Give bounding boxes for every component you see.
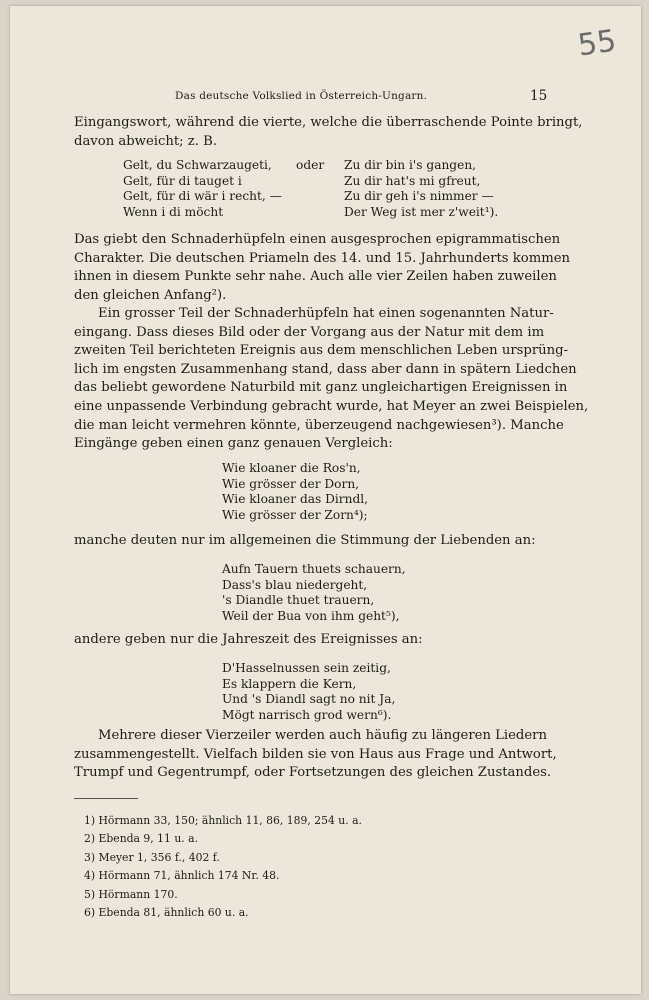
verse-line: Aufn Tauern thuets schauern, xyxy=(222,562,406,576)
verse-3 xyxy=(222,562,406,624)
footnote: 3) Meyer 1, 356 f., 402 f. xyxy=(84,850,220,864)
verse-line: Zu dir geh i's nimmer — xyxy=(344,189,494,203)
paragraph-5: andere geben nur die Jahreszeit des Ereignisses an: xyxy=(74,632,423,647)
page-number: 15 xyxy=(530,88,548,104)
verse-line: Gelt, du Schwarzaugeti, xyxy=(123,158,272,172)
footnote: 4) Hörmann 71, ähnlich 174 Nr. 48. xyxy=(84,869,280,883)
verse-4 xyxy=(222,661,395,723)
paragraph-6: Mehrere dieser Vierzeiler werden auch häufig zu längeren Liedern zusammengestellt. Vielfach bilden sie von Haus aus Frage und Antwort, Trumpf und Gegentrumpf, oder Fortsetzungen des gleichen Zustandes. xyxy=(74,728,557,781)
verse-line: Wie kloaner das Dirndl, xyxy=(222,492,369,506)
margin-pencil-mark: 55 xyxy=(575,23,619,64)
verse-line: Zu dir hat's mi gfreut, xyxy=(344,173,481,188)
verse-line: Und 's Diandl sagt no nit Ja, xyxy=(222,692,396,706)
verse-line: Es klappern die Kern, xyxy=(222,676,357,691)
verse-right xyxy=(344,158,498,220)
verse-separator: oder xyxy=(296,158,325,172)
running-header-title: Das deutsche Volkslied in Österreich-Ungarn. xyxy=(175,90,428,102)
verse-line: 's Diandle thuet trauern, xyxy=(222,593,375,607)
verse-line: Zu dir bin i's gangen, xyxy=(344,158,477,172)
verse-line: Weil der Bua von ihm geht⁵), xyxy=(222,608,400,623)
footnote: 1) Hörmann 33, 150; ähnlich 11, 86, 189, 254 u. a. xyxy=(84,814,362,827)
footnote: 2) Ebenda 9, 11 u. a. xyxy=(84,832,199,846)
verse-left xyxy=(123,158,282,220)
verse-line: D'Hasselnussen sein zeitig, xyxy=(222,661,391,675)
verse-line: Gelt, für di wär i recht, — xyxy=(123,189,282,203)
verse-line: Dass's blau niedergeht, xyxy=(222,577,368,592)
verse-line: Wie kloaner die Ros'n, xyxy=(222,461,361,475)
footnotes xyxy=(84,812,362,922)
paragraph-4: manche deuten nur im allgemeinen die Stimmung der Liebenden an: xyxy=(74,533,536,548)
verse-line: Der Weg ist mer z'weit¹). xyxy=(344,204,499,219)
footnote: 5) Hörmann 170. xyxy=(84,887,178,901)
verse-line: Wie grösser der Dorn, xyxy=(222,476,360,491)
footnote: 6) Ebenda 81, ähnlich 60 u. a. xyxy=(84,906,249,920)
paragraph-3: Ein grosser Teil der Schnaderhüpfeln hat einen sogenannten Natur- eingang. Dass dieses Bild oder der Vorgang aus der Natur mit dem im zweiten Teil berichteten Ereignis aus dem menschlichen Leben ursprüng- lich im engsten Zusammenhang stand, dass aber dann in spätern Liedchen das beliebt gewordene Naturbild mit ganz ungleichartigen Ereignissen in eine unpassende Verbindung gebracht wurde, hat Meyer an zwei Beispielen, die man leicht vermehren könnte, überzeugend nachgewiesen³). Manche Eingänge geben einen ganz genauen Vergleich: xyxy=(74,306,589,452)
verse-line: Mögt narrisch grod wern⁶). xyxy=(222,707,392,722)
footnote-divider xyxy=(74,798,138,799)
paragraph-1: Eingangswort, während die vierte, welche die überraschende Pointe bringt, davon abweicht; z. B. xyxy=(74,115,583,149)
verse-line: Wenn i di möcht xyxy=(123,204,224,219)
paragraph-2: Das giebt den Schnaderhüpfeln einen ausgesprochen epigrammatischen Charakter. Die deutschen Priameln des 14. und 15. Jahrhunderts kommen ihnen in diesem Punkte sehr nahe. Auch alle vier Zeilen haben zuweilen den gleichen Anfang²). xyxy=(74,232,571,303)
verse-line: Gelt, für di tauget i xyxy=(123,173,242,188)
verse-2 xyxy=(222,461,368,523)
verse-line: Wie grösser der Zorn⁴); xyxy=(222,507,368,522)
